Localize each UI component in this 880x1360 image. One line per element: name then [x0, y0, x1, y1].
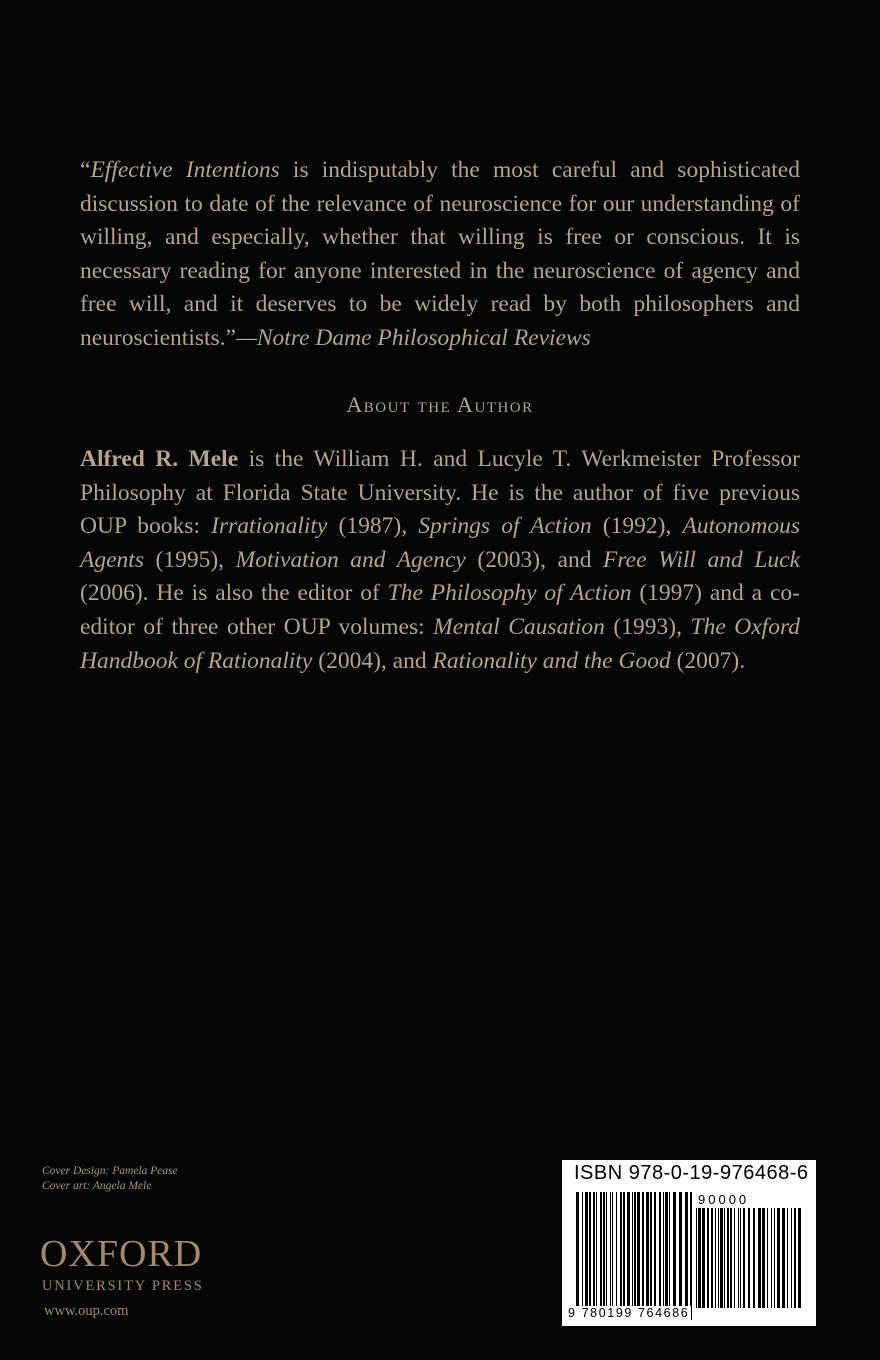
isbn-barcode	[562, 1160, 816, 1326]
university-press-label: UNIVERSITY PRESS	[42, 1278, 204, 1294]
bio-text: (1993),	[604, 613, 691, 640]
price-barcode-bars	[696, 1208, 804, 1308]
oxford-logo: OXFORD	[40, 1233, 203, 1275]
about-author-heading: About the Author	[346, 392, 534, 417]
bio-text: (2006). He is also the editor of	[80, 580, 388, 607]
quote-source: —Notre Dame Philosophical Reviews	[235, 324, 591, 351]
quote-body: is indisputably the most careful and sophisticated discussion to date of the relevance of neuroscience for our understanding of willing, and especially, whether that willing is free or conscious. It is necessary reading for anyone interested in the neuroscience of agency and free will, and it deserves to be widely read by both philosophers and neuroscientists.”	[80, 157, 800, 351]
book-title: The Oxford Handbook of Rationality	[80, 613, 800, 674]
book-title: Mental Causation	[433, 613, 605, 640]
bio-text: (1987),	[327, 513, 419, 540]
bio-text: (1995),	[143, 546, 236, 573]
ean-digits: 9 780199 764686	[568, 1306, 690, 1320]
bio-text: (2004), and	[312, 647, 433, 674]
ean-barcode-bars	[576, 1192, 692, 1320]
bio-text: (2007).	[670, 647, 746, 674]
publisher-website: www.oup.com	[44, 1303, 129, 1319]
cover-art-credit: Cover art: Angela Mele	[42, 1180, 152, 1192]
quote-book-title: Effective Intentions	[90, 157, 280, 183]
bio-text: (1997) and a co-editor of three other OUP volumes:	[80, 580, 800, 640]
book-title: Rationality and the Good	[432, 647, 671, 674]
bio-text: (2003), and	[465, 546, 604, 573]
isbn-label: ISBN 978-0-19-976468-6	[574, 1162, 809, 1184]
book-title: Motivation and Agency	[235, 546, 466, 573]
cover-design-credit: Cover Design: Pamela Pease	[42, 1165, 178, 1177]
author-name: Alfred R. Mele	[80, 446, 239, 472]
book-title: Springs of Action	[418, 513, 592, 540]
book-title: Autonomous Agents	[80, 513, 800, 573]
author-bio	[80, 443, 800, 678]
book-title: Free Will and Luck	[603, 546, 800, 573]
bio-text: (1992),	[591, 513, 683, 540]
book-title: The Philosophy of Action	[387, 580, 632, 607]
quote-open-mark: “	[80, 157, 91, 183]
review-quote	[80, 154, 800, 356]
price-code: 90000	[698, 1192, 750, 1207]
cover-credits	[42, 1164, 178, 1194]
book-title: Irrationality	[211, 513, 328, 540]
bio-text: is the William H. and Lucyle T. Werkmeister Professor Philosophy at Florida State University. He is the author of five previous OUP books:	[80, 446, 800, 540]
